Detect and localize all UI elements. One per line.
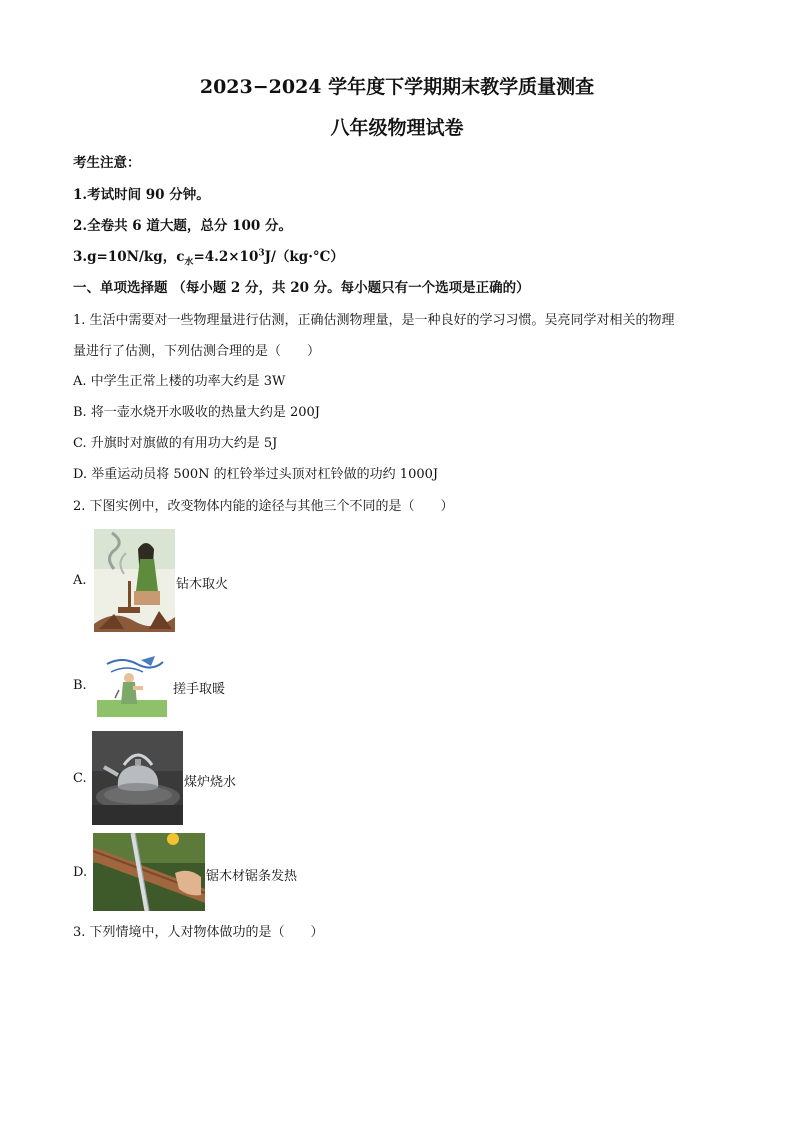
notice-item-3-suffix: J/（kg·°C） [264,249,344,265]
q2-option-d-letter: D. [73,865,88,880]
rubbing-hands-image [97,654,167,717]
q1-option-c: C. 升旗时对旗做的有用功大约是 5J [73,436,278,451]
q1-option-b: B. 将一壶水烧开水吸收的热量大约是 200J [73,405,320,420]
exam-title: 2023−2024 学年度下学期期末教学质量测查 [199,76,595,98]
notice-item-3-mid: =4.2×10 [193,249,259,265]
q2-option-b-caption: 搓手取暖 [173,682,226,697]
q2-stem: 2. 下图实例中，改变物体内能的途径与其他三个不同的是（ ） [73,499,454,514]
notice-item-1: 1.考试时间 90 分钟。 [73,187,210,203]
q1-option-d: D. 举重运动员将 500N 的杠铃举过头顶对杠铃做的功约 1000J [73,467,439,482]
section-1-heading: 一、单项选择题 （每小题 2 分，共 20 分。每小题只有一个选项是正确的） [73,280,530,296]
q1-stem-line-2: 量进行了估测，下列估测合理的是（ ） [73,344,321,359]
notice-item-3-sup: 3 [258,248,265,259]
coal-stove-kettle-image [92,731,183,825]
q2-option-b-letter: B. [73,678,87,693]
notice-item-2: 2.全卷共 6 道大题，总分 100 分。 [73,218,292,234]
q1-option-a: A. 中学生正常上楼的功率大约是 3W [73,374,286,389]
q2-option-a-caption: 钻木取火 [176,577,229,592]
q3-stem: 3. 下列情境中，人对物体做功的是（ ） [73,925,324,940]
notice-item-3 [73,245,344,268]
notice-heading: 考生注意： [73,155,141,171]
q2-option-c-letter: C. [73,771,87,786]
exam-subtitle: 八年级物理试卷 [330,117,464,139]
sawing-wood-image [93,833,205,911]
drilling-wood-fire-image [94,529,175,632]
notice-item-3-prefix: 3.g=10N/kg，c [73,249,185,265]
q2-option-d-caption: 锯木材锯条发热 [206,869,298,884]
notice-item-3-sub: 水 [184,257,194,268]
q1-stem-line-1: 1. 生活中需要对一些物理量进行估测，正确估测物理量，是一种良好的学习习惯。吴亮同学对相关的物理 [73,313,675,328]
q2-option-c-caption: 煤炉烧水 [184,775,237,790]
q2-option-a-letter: A. [73,573,87,588]
